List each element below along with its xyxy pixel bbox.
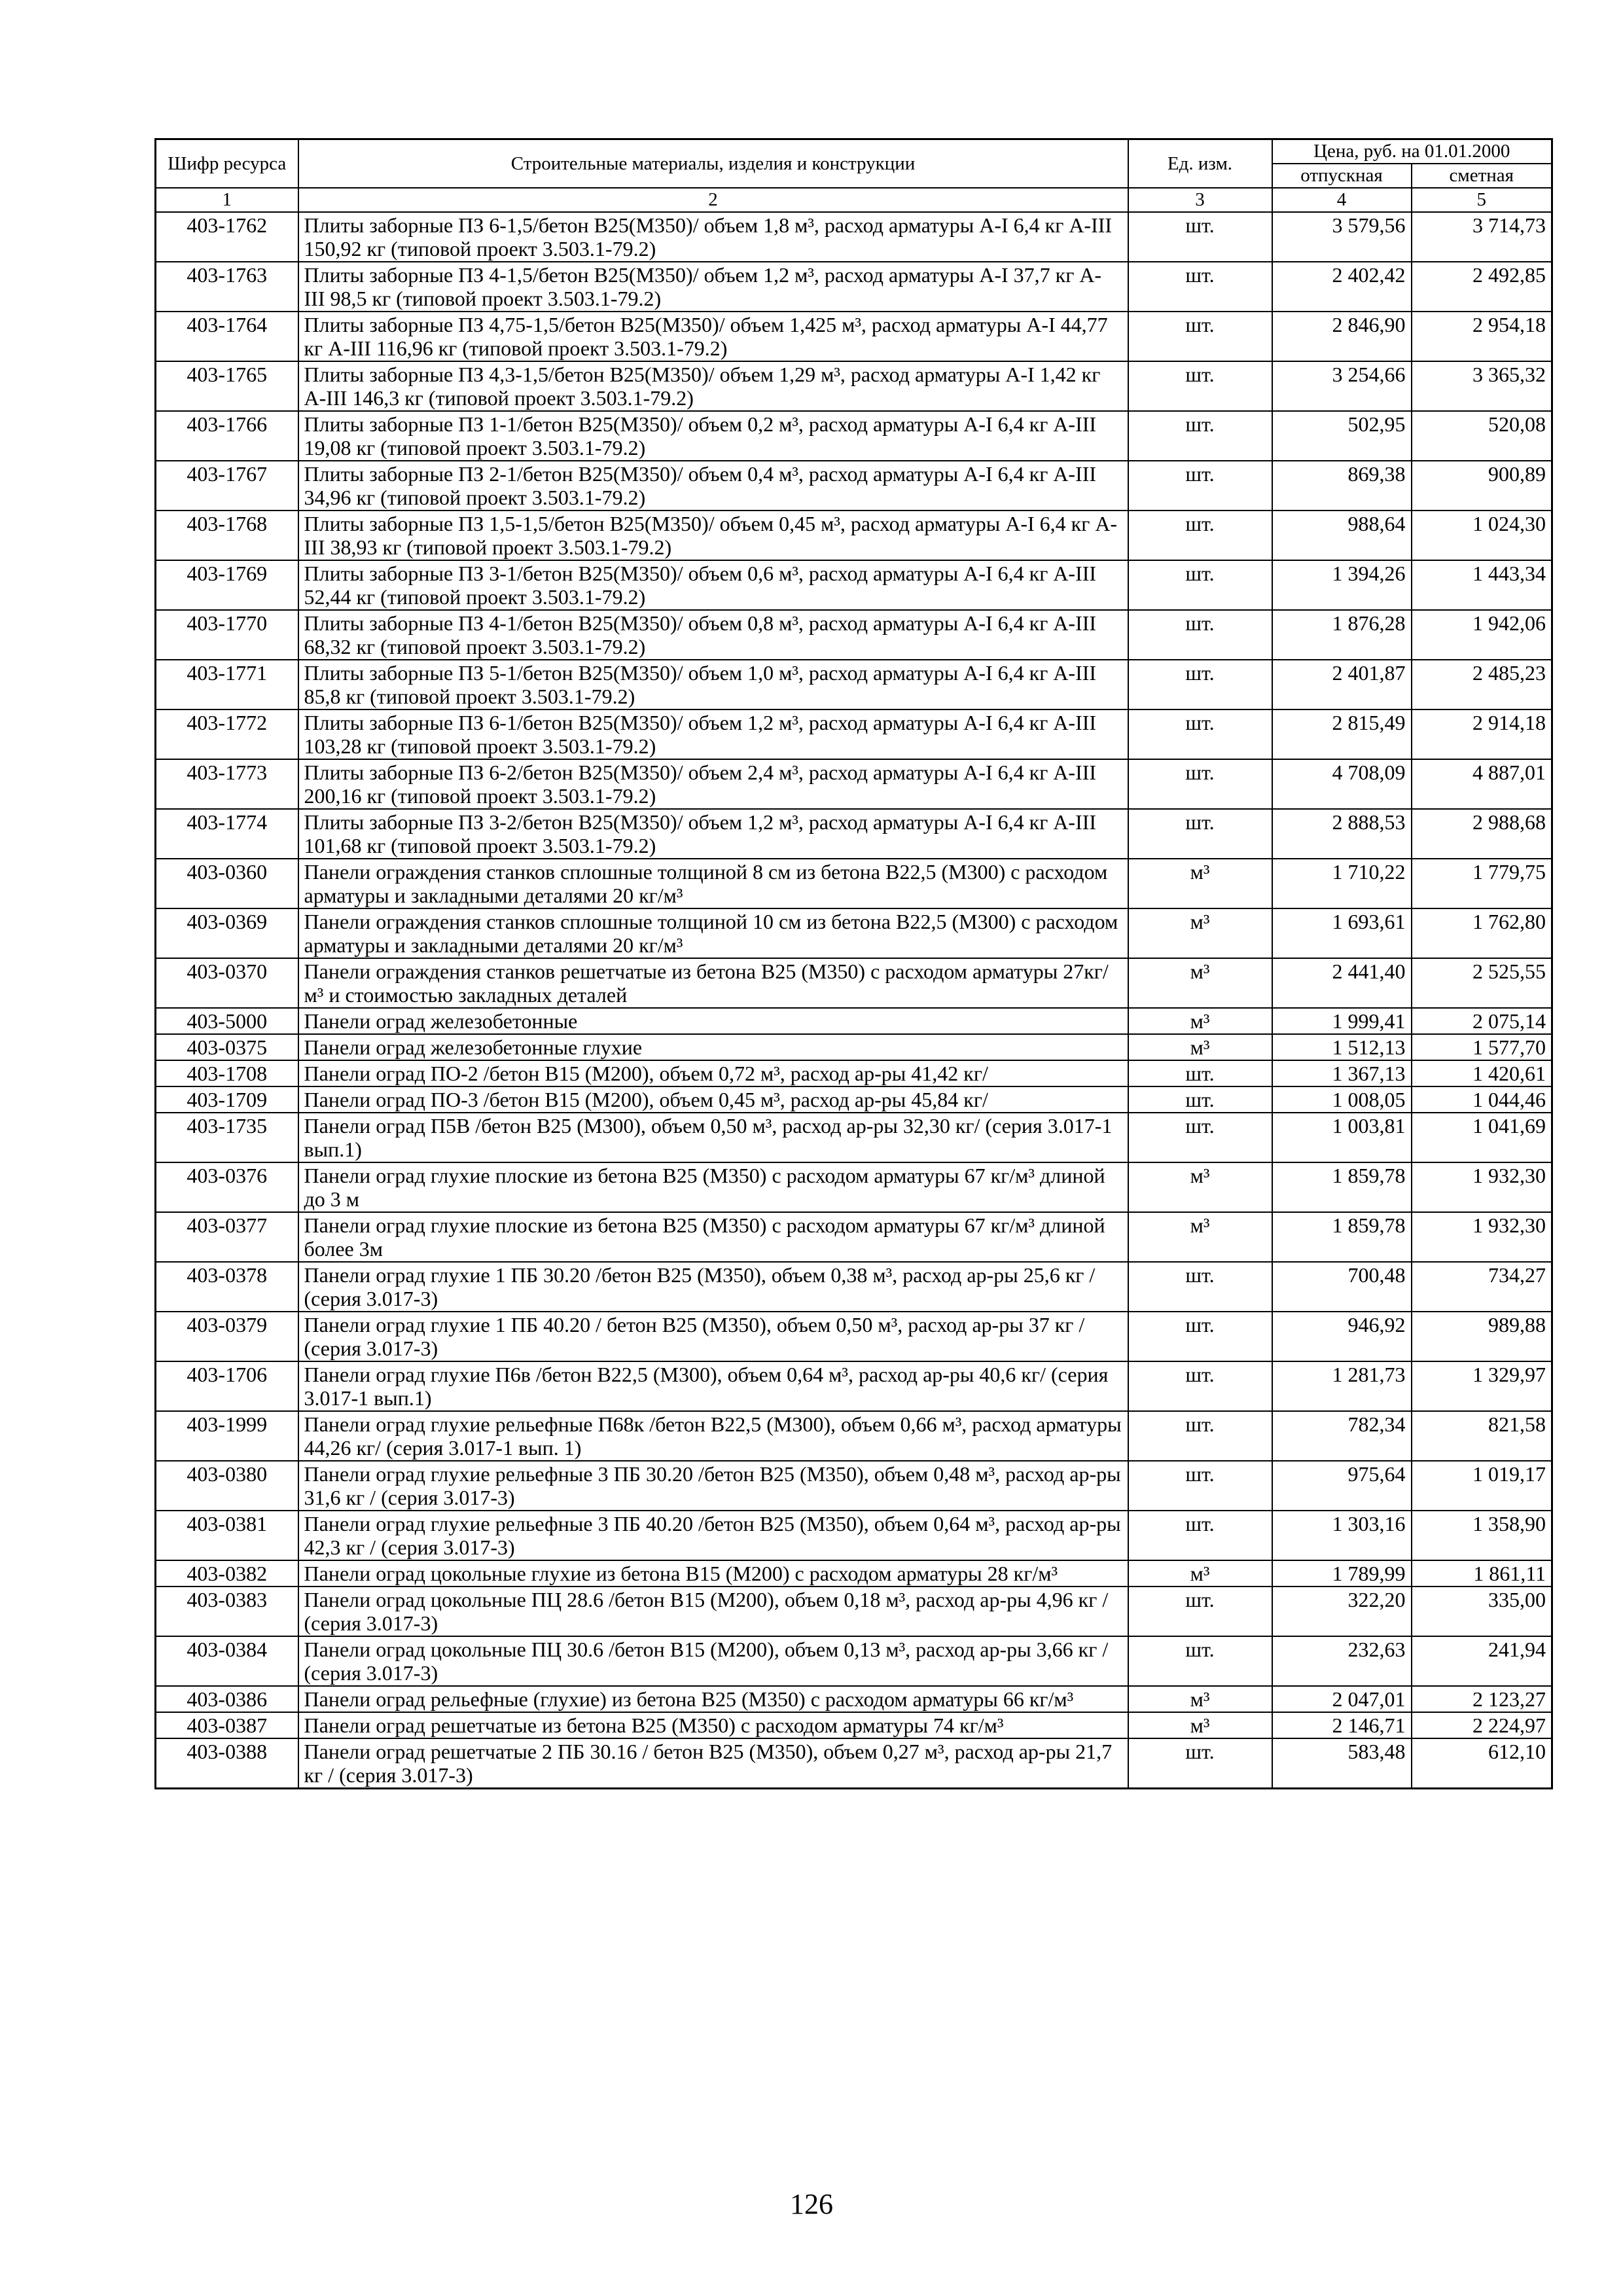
release-price: 2 846,90 <box>1272 312 1412 361</box>
resource-code: 403-0369 <box>156 908 298 958</box>
table-row <box>156 1461 1552 1511</box>
column-number-4: 4 <box>1272 188 1412 212</box>
table-row <box>156 1008 1552 1034</box>
estimate-price: 3 714,73 <box>1412 212 1552 262</box>
release-price: 232,63 <box>1272 1636 1412 1686</box>
unit-of-measure: шт. <box>1128 1636 1272 1686</box>
estimate-price: 1 443,34 <box>1412 560 1552 610</box>
release-price: 869,38 <box>1272 461 1412 511</box>
estimate-price: 2 485,23 <box>1412 660 1552 709</box>
estimate-price: 2 988,68 <box>1412 809 1552 859</box>
material-name: Панели оград железобетонные глухие <box>298 1034 1128 1060</box>
unit-of-measure: м³ <box>1128 1212 1272 1262</box>
resource-code: 403-1768 <box>156 511 298 560</box>
material-name: Плиты заборные ПЗ 2-1/бетон В25(М350)/ объем 0,4 м³, расход арматуры А-I 6,4 кг А-III 34,96 кг (типовой проект 3.503.1-79.2) <box>298 461 1128 511</box>
unit-of-measure: шт. <box>1128 1587 1272 1636</box>
estimate-price: 1 019,17 <box>1412 1461 1552 1511</box>
material-name: Панели оград железобетонные <box>298 1008 1128 1034</box>
estimate-price: 989,88 <box>1412 1312 1552 1361</box>
resource-code: 403-0381 <box>156 1511 298 1560</box>
table-row <box>156 511 1552 560</box>
release-price: 2 047,01 <box>1272 1686 1412 1712</box>
release-price: 1 876,28 <box>1272 610 1412 660</box>
release-price: 1 859,78 <box>1272 1212 1412 1262</box>
table-row <box>156 958 1552 1008</box>
material-name: Панели оград решетчатые 2 ПБ 30.16 / бетон В25 (М350), объем 0,27 м³, расход ар-ры 21,7 кг / (серия 3.017-3) <box>298 1738 1128 1789</box>
table-row <box>156 1262 1552 1312</box>
unit-of-measure: м³ <box>1128 1560 1272 1587</box>
estimate-price: 612,10 <box>1412 1738 1552 1789</box>
resource-code: 403-1708 <box>156 1060 298 1086</box>
release-price: 502,95 <box>1272 411 1412 461</box>
table-row <box>156 1511 1552 1560</box>
material-name: Панели ограждения станков решетчатые из бетона В25 (М350) с расходом арматуры 27кг/м³ и стоимостью закладных деталей <box>298 958 1128 1008</box>
unit-of-measure: м³ <box>1128 859 1272 908</box>
unit-of-measure: м³ <box>1128 958 1272 1008</box>
table-row <box>156 461 1552 511</box>
estimate-price: 241,94 <box>1412 1636 1552 1686</box>
header-name: Строительные материалы, изделия и конструкции <box>298 139 1128 188</box>
unit-of-measure: шт. <box>1128 1738 1272 1789</box>
table-row <box>156 262 1552 312</box>
estimate-price: 1 932,30 <box>1412 1212 1552 1262</box>
resource-code: 403-1766 <box>156 411 298 461</box>
release-price: 2 441,40 <box>1272 958 1412 1008</box>
unit-of-measure: м³ <box>1128 908 1272 958</box>
table-row <box>156 709 1552 759</box>
estimate-price: 1 779,75 <box>1412 859 1552 908</box>
table-row <box>156 759 1552 809</box>
material-name: Плиты заборные ПЗ 6-2/бетон В25(М350)/ объем 2,4 м³, расход арматуры А-I 6,4 кг А-III 200,16 кг (типовой проект 3.503.1-79.2) <box>298 759 1128 809</box>
estimate-price: 1 861,11 <box>1412 1560 1552 1587</box>
table-body <box>156 212 1552 1789</box>
estimate-price: 1 762,80 <box>1412 908 1552 958</box>
release-price: 1 789,99 <box>1272 1560 1412 1587</box>
table-row <box>156 1212 1552 1262</box>
material-name: Плиты заборные ПЗ 3-1/бетон В25(М350)/ объем 0,6 м³, расход арматуры А-I 6,4 кг А-III 52,44 кг (типовой проект 3.503.1-79.2) <box>298 560 1128 610</box>
unit-of-measure: шт. <box>1128 1411 1272 1461</box>
release-price: 2 815,49 <box>1272 709 1412 759</box>
resource-code: 403-0375 <box>156 1034 298 1060</box>
resource-code: 403-1763 <box>156 262 298 312</box>
resource-code: 403-0386 <box>156 1686 298 1712</box>
estimate-price: 2 075,14 <box>1412 1008 1552 1034</box>
release-price: 1 303,16 <box>1272 1511 1412 1560</box>
table-row <box>156 1113 1552 1162</box>
header-row-1 <box>156 139 1552 164</box>
estimate-price: 2 954,18 <box>1412 312 1552 361</box>
release-price: 2 402,42 <box>1272 262 1412 312</box>
release-price: 3 579,56 <box>1272 212 1412 262</box>
estimate-price: 1 044,46 <box>1412 1086 1552 1113</box>
price-table <box>154 138 1553 1789</box>
material-name: Панели оград глухие рельефные П68к /бетон В22,5 (М300), объем 0,66 м³, расход арматуры 44,26 кг/ (серия 3.017-1 вып. 1) <box>298 1411 1128 1461</box>
column-number-1: 1 <box>156 188 298 212</box>
release-price: 2 146,71 <box>1272 1712 1412 1738</box>
resource-code: 403-0370 <box>156 958 298 1008</box>
unit-of-measure: шт. <box>1128 1361 1272 1411</box>
unit-of-measure: шт. <box>1128 1086 1272 1113</box>
material-name: Панели оград ПО-2 /бетон В15 (М200), объем 0,72 м³, расход ар-ры 41,42 кг/ <box>298 1060 1128 1086</box>
resource-code: 403-1774 <box>156 809 298 859</box>
table-row <box>156 1712 1552 1738</box>
release-price: 1 999,41 <box>1272 1008 1412 1034</box>
unit-of-measure: м³ <box>1128 1008 1272 1034</box>
table-row <box>156 1060 1552 1086</box>
estimate-price: 1 577,70 <box>1412 1034 1552 1060</box>
table-row <box>156 809 1552 859</box>
table-row <box>156 1162 1552 1212</box>
release-price: 4 708,09 <box>1272 759 1412 809</box>
table-row <box>156 1560 1552 1587</box>
resource-code: 403-1709 <box>156 1086 298 1113</box>
release-price: 1 859,78 <box>1272 1162 1412 1212</box>
header-price-estimate: сметная <box>1412 164 1552 188</box>
unit-of-measure: шт. <box>1128 1113 1272 1162</box>
estimate-price: 2 224,97 <box>1412 1712 1552 1738</box>
release-price: 1 008,05 <box>1272 1086 1412 1113</box>
estimate-price: 734,27 <box>1412 1262 1552 1312</box>
resource-code: 403-1773 <box>156 759 298 809</box>
material-name: Панели оград цокольные ПЦ 30.6 /бетон В15 (М200), объем 0,13 м³, расход ар-ры 3,66 кг / (серия 3.017-3) <box>298 1636 1128 1686</box>
resource-code: 403-0378 <box>156 1262 298 1312</box>
unit-of-measure: шт. <box>1128 610 1272 660</box>
material-name: Плиты заборные ПЗ 4-1,5/бетон В25(М350)/ объем 1,2 м³, расход арматуры А-I 37,7 кг А-III 98,5 кг (типовой проект 3.503.1-79.2) <box>298 262 1128 312</box>
release-price: 583,48 <box>1272 1738 1412 1789</box>
unit-of-measure: шт. <box>1128 1312 1272 1361</box>
release-price: 3 254,66 <box>1272 361 1412 411</box>
estimate-price: 1 024,30 <box>1412 511 1552 560</box>
table-row <box>156 560 1552 610</box>
table-row <box>156 1034 1552 1060</box>
material-name: Панели оград глухие 1 ПБ 30.20 /бетон В25 (М350), объем 0,38 м³, расход ар-ры 25,6 кг / (серия 3.017-3) <box>298 1262 1128 1312</box>
material-name: Плиты заборные ПЗ 4,75-1,5/бетон В25(М350)/ объем 1,425 м³, расход арматуры А-I 44,77 кг А-III 116,96 кг (типовой проект 3.503.1-79.2) <box>298 312 1128 361</box>
estimate-price: 2 525,55 <box>1412 958 1552 1008</box>
resource-code: 403-0379 <box>156 1312 298 1361</box>
table-row <box>156 1738 1552 1789</box>
unit-of-measure: шт. <box>1128 1060 1272 1086</box>
estimate-price: 3 365,32 <box>1412 361 1552 411</box>
table-row <box>156 312 1552 361</box>
material-name: Плиты заборные ПЗ 5-1/бетон В25(М350)/ объем 1,0 м³, расход арматуры А-I 6,4 кг А-III 85,8 кг (типовой проект 3.503.1-79.2) <box>298 660 1128 709</box>
unit-of-measure: шт. <box>1128 759 1272 809</box>
unit-of-measure: шт. <box>1128 262 1272 312</box>
material-name: Панели оград глухие 1 ПБ 40.20 / бетон В25 (М350), объем 0,50 м³, расход ар-ры 37 кг / (серия 3.017-3) <box>298 1312 1128 1361</box>
material-name: Плиты заборные ПЗ 1,5-1,5/бетон В25(М350)/ объем 0,45 м³, расход арматуры А-I 6,4 кг А-III 38,93 кг (типовой проект 3.503.1-79.2) <box>298 511 1128 560</box>
unit-of-measure: м³ <box>1128 1034 1272 1060</box>
release-price: 1 394,26 <box>1272 560 1412 610</box>
column-number-3: 3 <box>1128 188 1272 212</box>
release-price: 1 367,13 <box>1272 1060 1412 1086</box>
estimate-price: 1 358,90 <box>1412 1511 1552 1560</box>
release-price: 1 710,22 <box>1272 859 1412 908</box>
material-name: Плиты заборные ПЗ 4,3-1,5/бетон В25(М350)/ объем 1,29 м³, расход арматуры А-I 1,42 кг А-III 146,3 кг (типовой проект 3.503.1-79.2) <box>298 361 1128 411</box>
estimate-price: 1 329,97 <box>1412 1361 1552 1411</box>
resource-code: 403-0380 <box>156 1461 298 1511</box>
resource-code: 403-0360 <box>156 859 298 908</box>
material-name: Панели оград глухие плоские из бетона В25 (М350) с расходом арматуры 67 кг/м³ длиной до 3 м <box>298 1162 1128 1212</box>
header-price-release: отпускная <box>1272 164 1412 188</box>
material-name: Панели оград решетчатые из бетона В25 (М350) с расходом арматуры 74 кг/м³ <box>298 1712 1128 1738</box>
material-name: Плиты заборные ПЗ 6-1/бетон В25(М350)/ объем 1,2 м³, расход арматуры А-I 6,4 кг А-III 103,28 кг (типовой проект 3.503.1-79.2) <box>298 709 1128 759</box>
unit-of-measure: шт. <box>1128 1461 1272 1511</box>
resource-code: 403-1769 <box>156 560 298 610</box>
unit-of-measure: шт. <box>1128 809 1272 859</box>
resource-code: 403-0388 <box>156 1738 298 1789</box>
estimate-price: 2 492,85 <box>1412 262 1552 312</box>
table-row <box>156 212 1552 262</box>
unit-of-measure: шт. <box>1128 511 1272 560</box>
table-row <box>156 361 1552 411</box>
unit-of-measure: шт. <box>1128 411 1272 461</box>
resource-code: 403-0376 <box>156 1162 298 1212</box>
unit-of-measure: шт. <box>1128 312 1272 361</box>
material-name: Панели оград глухие рельефные 3 ПБ 30.20 /бетон В25 (М350), объем 0,48 м³, расход ар-ры 31,6 кг / (серия 3.017-3) <box>298 1461 1128 1511</box>
page-number: 126 <box>790 2188 833 2220</box>
estimate-price: 4 887,01 <box>1412 759 1552 809</box>
table-row <box>156 1686 1552 1712</box>
column-number-row <box>156 188 1552 212</box>
resource-code: 403-1762 <box>156 212 298 262</box>
material-name: Панели оград цокольные ПЦ 28.6 /бетон В15 (М200), объем 0,18 м³, расход ар-ры 4,96 кг / (серия 3.017-3) <box>298 1587 1128 1636</box>
release-price: 975,64 <box>1272 1461 1412 1511</box>
resource-code: 403-1772 <box>156 709 298 759</box>
table-row <box>156 1636 1552 1686</box>
header-code: Шифр ресурса <box>156 139 298 188</box>
resource-code: 403-1767 <box>156 461 298 511</box>
estimate-price: 2 123,27 <box>1412 1686 1552 1712</box>
resource-code: 403-1706 <box>156 1361 298 1411</box>
resource-code: 403-1765 <box>156 361 298 411</box>
release-price: 1 003,81 <box>1272 1113 1412 1162</box>
estimate-price: 821,58 <box>1412 1411 1552 1461</box>
material-name: Панели оград П5В /бетон В25 (М300), объем 0,50 м³, расход ар-ры 32,30 кг/ (серия 3.017-1 вып.1) <box>298 1113 1128 1162</box>
unit-of-measure: шт. <box>1128 461 1272 511</box>
estimate-price: 2 914,18 <box>1412 709 1552 759</box>
unit-of-measure: м³ <box>1128 1686 1272 1712</box>
unit-of-measure: шт. <box>1128 660 1272 709</box>
release-price: 1 281,73 <box>1272 1361 1412 1411</box>
estimate-price: 335,00 <box>1412 1587 1552 1636</box>
release-price: 2 888,53 <box>1272 809 1412 859</box>
unit-of-measure: шт. <box>1128 212 1272 262</box>
resource-code: 403-0387 <box>156 1712 298 1738</box>
unit-of-measure: шт. <box>1128 709 1272 759</box>
material-name: Панели оград глухие плоские из бетона В25 (М350) с расходом арматуры 67 кг/м³ длиной более 3м <box>298 1212 1128 1262</box>
estimate-price: 1 932,30 <box>1412 1162 1552 1212</box>
table-row <box>156 1086 1552 1113</box>
unit-of-measure: шт. <box>1128 1511 1272 1560</box>
table-row <box>156 1587 1552 1636</box>
unit-of-measure: шт. <box>1128 361 1272 411</box>
resource-code: 403-1735 <box>156 1113 298 1162</box>
material-name: Плиты заборные ПЗ 1-1/бетон В25(М350)/ объем 0,2 м³, расход арматуры А-I 6,4 кг А-III 19,08 кг (типовой проект 3.503.1-79.2) <box>298 411 1128 461</box>
resource-code: 403-5000 <box>156 1008 298 1034</box>
resource-code: 403-0382 <box>156 1560 298 1587</box>
material-name: Плиты заборные ПЗ 3-2/бетон В25(М350)/ объем 1,2 м³, расход арматуры А-I 6,4 кг А-III 101,68 кг (типовой проект 3.503.1-79.2) <box>298 809 1128 859</box>
unit-of-measure: шт. <box>1128 1262 1272 1312</box>
release-price: 322,20 <box>1272 1587 1412 1636</box>
estimate-price: 900,89 <box>1412 461 1552 511</box>
table-row <box>156 908 1552 958</box>
resource-code: 403-0384 <box>156 1636 298 1686</box>
material-name: Панели оград глухие П6в /бетон В22,5 (М300), объем 0,64 м³, расход ар-ры 40,6 кг/ (серия 3.017-1 вып.1) <box>298 1361 1128 1411</box>
unit-of-measure: м³ <box>1128 1712 1272 1738</box>
material-name: Панели ограждения станков сплошные толщиной 8 см из бетона В22,5 (М300) с расходом арматуры и закладными деталями 20 кг/м³ <box>298 859 1128 908</box>
material-name: Панели ограждения станков сплошные толщиной 10 см из бетона В22,5 (М300) с расходом арматуры и закладными деталями 20 кг/м³ <box>298 908 1128 958</box>
resource-code: 403-0383 <box>156 1587 298 1636</box>
header-price-group: Цена, руб. на 01.01.2000 <box>1272 139 1552 164</box>
release-price: 946,92 <box>1272 1312 1412 1361</box>
estimate-price: 1 942,06 <box>1412 610 1552 660</box>
resource-code: 403-1999 <box>156 1411 298 1461</box>
material-name: Панели оград глухие рельефные 3 ПБ 40.20 /бетон В25 (М350), объем 0,64 м³, расход ар-ры 42,3 кг / (серия 3.017-3) <box>298 1511 1128 1560</box>
column-number-5: 5 <box>1412 188 1552 212</box>
material-name: Плиты заборные ПЗ 4-1/бетон В25(М350)/ объем 0,8 м³, расход арматуры А-I 6,4 кг А-III 68,32 кг (типовой проект 3.503.1-79.2) <box>298 610 1128 660</box>
release-price: 2 401,87 <box>1272 660 1412 709</box>
resource-code: 403-1764 <box>156 312 298 361</box>
table-row <box>156 660 1552 709</box>
unit-of-measure: шт. <box>1128 560 1272 610</box>
table-row <box>156 1411 1552 1461</box>
release-price: 1 512,13 <box>1272 1034 1412 1060</box>
material-name: Плиты заборные ПЗ 6-1,5/бетон В25(М350)/ объем 1,8 м³, расход арматуры А-I 6,4 кг А-III 150,92 кг (типовой проект 3.503.1-79.2) <box>298 212 1128 262</box>
table-row <box>156 859 1552 908</box>
table-row <box>156 1312 1552 1361</box>
release-price: 700,48 <box>1272 1262 1412 1312</box>
release-price: 988,64 <box>1272 511 1412 560</box>
table-row <box>156 1361 1552 1411</box>
resource-code: 403-1771 <box>156 660 298 709</box>
material-name: Панели оград рельефные (глухие) из бетона В25 (М350) с расходом арматуры 66 кг/м³ <box>298 1686 1128 1712</box>
resource-code: 403-1770 <box>156 610 298 660</box>
estimate-price: 1 041,69 <box>1412 1113 1552 1162</box>
unit-of-measure: м³ <box>1128 1162 1272 1212</box>
column-number-2: 2 <box>298 188 1128 212</box>
material-name: Панели оград ПО-3 /бетон В15 (М200), объем 0,45 м³, расход ар-ры 45,84 кг/ <box>298 1086 1128 1113</box>
material-name: Панели оград цокольные глухие из бетона В15 (М200) с расходом арматуры 28 кг/м³ <box>298 1560 1128 1587</box>
estimate-price: 1 420,61 <box>1412 1060 1552 1086</box>
release-price: 1 693,61 <box>1272 908 1412 958</box>
table-row <box>156 610 1552 660</box>
release-price: 782,34 <box>1272 1411 1412 1461</box>
estimate-price: 520,08 <box>1412 411 1552 461</box>
resource-code: 403-0377 <box>156 1212 298 1262</box>
header-unit: Ед. изм. <box>1128 139 1272 188</box>
table-row <box>156 411 1552 461</box>
